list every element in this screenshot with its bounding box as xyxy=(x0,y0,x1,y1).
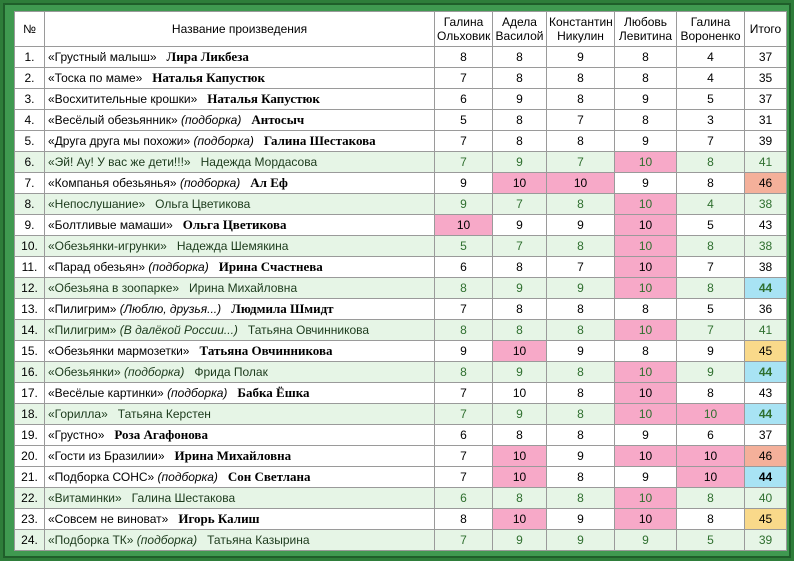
score-judge-4: 10 xyxy=(615,446,677,467)
row-number: 18. xyxy=(15,404,45,425)
score-judge-2: 8 xyxy=(493,257,547,278)
score-judge-2: 7 xyxy=(493,236,547,257)
score-judge-3: 9 xyxy=(547,509,615,530)
score-judge-2: 9 xyxy=(493,530,547,551)
score-judge-2: 10 xyxy=(493,173,547,194)
row-number: 14. xyxy=(15,320,45,341)
score-judge-3: 9 xyxy=(547,278,615,299)
total-score: 38 xyxy=(745,257,787,278)
results-table xyxy=(14,11,787,551)
work-title: «Пилигрим» xyxy=(48,302,117,316)
work-cell xyxy=(45,215,435,236)
total-score: 38 xyxy=(745,236,787,257)
author-name: Ольга Цветикова xyxy=(155,197,251,211)
score-judge-2: 7 xyxy=(493,194,547,215)
table-row xyxy=(15,215,787,236)
score-judge-5: 4 xyxy=(677,194,745,215)
work-cell xyxy=(45,488,435,509)
table-row xyxy=(15,425,787,446)
table-row xyxy=(15,446,787,467)
score-judge-2: 10 xyxy=(493,509,547,530)
row-number: 11. xyxy=(15,257,45,278)
score-judge-4: 8 xyxy=(615,68,677,89)
score-judge-4: 10 xyxy=(615,488,677,509)
work-note: (В далёкой России...) xyxy=(119,323,238,337)
author-name: Ольга Цветикова xyxy=(182,217,287,232)
work-title: «Весёлый обезьянник» xyxy=(48,113,178,127)
work-cell xyxy=(45,320,435,341)
row-number: 16. xyxy=(15,362,45,383)
row-number: 5. xyxy=(15,131,45,152)
score-judge-3: 9 xyxy=(547,47,615,68)
score-judge-4: 9 xyxy=(615,425,677,446)
row-number: 6. xyxy=(15,152,45,173)
score-judge-3: 8 xyxy=(547,362,615,383)
score-judge-3: 8 xyxy=(547,425,615,446)
score-judge-1: 8 xyxy=(435,509,493,530)
total-score: 44 xyxy=(745,404,787,425)
score-judge-1: 9 xyxy=(435,194,493,215)
score-judge-5: 8 xyxy=(677,152,745,173)
score-judge-2: 10 xyxy=(493,446,547,467)
work-title: «Пилигрим» xyxy=(48,323,117,337)
work-note: (подборка) xyxy=(193,134,254,148)
work-note: (подборка) xyxy=(179,176,241,190)
row-number: 22. xyxy=(15,488,45,509)
author-name: Антосыч xyxy=(251,112,305,127)
row-number: 12. xyxy=(15,278,45,299)
header-judge-2: Адела Василой xyxy=(493,12,547,47)
score-judge-5: 5 xyxy=(677,530,745,551)
score-judge-1: 7 xyxy=(435,383,493,404)
score-judge-1: 8 xyxy=(435,278,493,299)
score-judge-5: 6 xyxy=(677,425,745,446)
total-score: 39 xyxy=(745,530,787,551)
score-judge-5: 9 xyxy=(677,362,745,383)
table-row xyxy=(15,47,787,68)
score-judge-3: 8 xyxy=(547,68,615,89)
author-name: Татьяна Керстен xyxy=(117,407,211,421)
table-row xyxy=(15,194,787,215)
work-cell xyxy=(45,341,435,362)
work-title: «Витаминки» xyxy=(48,491,122,505)
total-score: 45 xyxy=(745,509,787,530)
score-judge-5: 4 xyxy=(677,68,745,89)
score-judge-5: 3 xyxy=(677,110,745,131)
work-note: (подборка) xyxy=(148,260,209,274)
score-judge-5: 8 xyxy=(677,236,745,257)
author-name: Татьяна Овчинникова xyxy=(247,323,370,337)
work-title: «Подборка СОНС» xyxy=(48,470,155,484)
row-number: 13. xyxy=(15,299,45,320)
work-cell xyxy=(45,404,435,425)
score-judge-4: 10 xyxy=(615,320,677,341)
work-cell xyxy=(45,68,435,89)
total-score: 36 xyxy=(745,299,787,320)
author-name: Ирина Счастнева xyxy=(218,259,323,274)
score-judge-3: 8 xyxy=(547,488,615,509)
score-judge-2: 9 xyxy=(493,404,547,425)
author-name: Наталья Капустюк xyxy=(152,70,265,85)
score-judge-2: 9 xyxy=(493,362,547,383)
row-number: 21. xyxy=(15,467,45,488)
score-judge-4: 10 xyxy=(615,215,677,236)
total-score: 37 xyxy=(745,425,787,446)
work-title: «Непослушание» xyxy=(48,197,146,211)
author-name: Роза Агафонова xyxy=(114,427,208,442)
work-title: «Парад обезьян» xyxy=(48,260,146,274)
score-judge-5: 8 xyxy=(677,488,745,509)
score-judge-2: 9 xyxy=(493,278,547,299)
score-judge-4: 8 xyxy=(615,299,677,320)
table-row xyxy=(15,530,787,551)
score-judge-4: 9 xyxy=(615,467,677,488)
row-number: 1. xyxy=(15,47,45,68)
score-judge-5: 7 xyxy=(677,131,745,152)
work-title: «Грустный малыш» xyxy=(48,50,157,64)
work-title: «Грустно» xyxy=(48,428,105,442)
score-judge-1: 7 xyxy=(435,446,493,467)
work-note: (подборка) xyxy=(124,365,185,379)
header-judge-5: Галина Вороненко xyxy=(677,12,745,47)
score-judge-4: 8 xyxy=(615,341,677,362)
table-row xyxy=(15,404,787,425)
score-judge-4: 10 xyxy=(615,257,677,278)
score-judge-3: 9 xyxy=(547,530,615,551)
row-number: 15. xyxy=(15,341,45,362)
table-row xyxy=(15,173,787,194)
table-row xyxy=(15,362,787,383)
total-score: 44 xyxy=(745,362,787,383)
row-number: 7. xyxy=(15,173,45,194)
row-number: 20. xyxy=(15,446,45,467)
work-cell xyxy=(45,530,435,551)
work-cell xyxy=(45,110,435,131)
header-judge-3: Константин Никулин xyxy=(547,12,615,47)
table-row xyxy=(15,341,787,362)
header-judge-1: Галина Ольховик xyxy=(435,12,493,47)
author-name: Наталья Капустюк xyxy=(207,91,320,106)
score-judge-1: 9 xyxy=(435,341,493,362)
score-judge-5: 5 xyxy=(677,215,745,236)
work-title: «Подборка ТК» xyxy=(48,533,134,547)
score-judge-2: 9 xyxy=(493,215,547,236)
table-row xyxy=(15,278,787,299)
score-judge-2: 8 xyxy=(493,131,547,152)
score-judge-2: 8 xyxy=(493,110,547,131)
score-judge-2: 10 xyxy=(493,341,547,362)
author-name: Ал Еф xyxy=(250,175,288,190)
table-body xyxy=(15,47,787,551)
table-row xyxy=(15,383,787,404)
total-score: 46 xyxy=(745,446,787,467)
work-note: (Люблю, друзья...) xyxy=(119,302,222,316)
score-judge-2: 8 xyxy=(493,488,547,509)
score-judge-2: 8 xyxy=(493,47,547,68)
author-name: Надежда Шемякина xyxy=(176,239,289,253)
work-cell xyxy=(45,467,435,488)
author-name: Бабка Ёшка xyxy=(237,385,310,400)
total-score: 43 xyxy=(745,383,787,404)
table-row xyxy=(15,236,787,257)
score-judge-3: 7 xyxy=(547,110,615,131)
row-number: 2. xyxy=(15,68,45,89)
score-judge-1: 7 xyxy=(435,131,493,152)
score-judge-3: 8 xyxy=(547,194,615,215)
score-judge-3: 8 xyxy=(547,131,615,152)
score-judge-4: 9 xyxy=(615,530,677,551)
score-judge-4: 10 xyxy=(615,278,677,299)
work-title: «Болтливые мамаши» xyxy=(48,218,173,232)
total-score: 35 xyxy=(745,68,787,89)
work-cell xyxy=(45,47,435,68)
work-cell xyxy=(45,257,435,278)
header-title: Название произведения xyxy=(45,12,435,47)
work-title: «Восхитительные крошки» xyxy=(48,92,198,106)
score-judge-3: 9 xyxy=(547,341,615,362)
row-number: 10. xyxy=(15,236,45,257)
table-row xyxy=(15,299,787,320)
score-judge-5: 5 xyxy=(677,299,745,320)
author-name: Ирина Михайловна xyxy=(174,448,292,463)
row-number: 19. xyxy=(15,425,45,446)
score-judge-1: 7 xyxy=(435,152,493,173)
score-judge-2: 8 xyxy=(493,299,547,320)
table-row xyxy=(15,488,787,509)
score-judge-3: 9 xyxy=(547,215,615,236)
score-judge-4: 8 xyxy=(615,110,677,131)
total-score: 46 xyxy=(745,173,787,194)
score-judge-5: 5 xyxy=(677,89,745,110)
row-number: 17. xyxy=(15,383,45,404)
score-judge-1: 8 xyxy=(435,362,493,383)
score-judge-1: 9 xyxy=(435,173,493,194)
work-note: (подборка) xyxy=(157,470,218,484)
score-judge-1: 6 xyxy=(435,425,493,446)
total-score: 43 xyxy=(745,215,787,236)
score-judge-5: 8 xyxy=(677,278,745,299)
work-title: «Компанья обезьянья» xyxy=(48,176,177,190)
work-cell xyxy=(45,362,435,383)
row-number: 9. xyxy=(15,215,45,236)
score-judge-4: 9 xyxy=(615,131,677,152)
score-judge-3: 9 xyxy=(547,446,615,467)
score-judge-3: 8 xyxy=(547,89,615,110)
score-judge-3: 8 xyxy=(547,404,615,425)
score-judge-2: 9 xyxy=(493,89,547,110)
author-name: Галина Шестакова xyxy=(131,491,236,505)
table-row xyxy=(15,320,787,341)
score-judge-4: 8 xyxy=(615,47,677,68)
score-judge-1: 5 xyxy=(435,110,493,131)
table-frame xyxy=(3,3,791,558)
total-score: 39 xyxy=(745,131,787,152)
score-judge-1: 8 xyxy=(435,320,493,341)
total-score: 41 xyxy=(745,320,787,341)
work-title: «Друга друга мы похожи» xyxy=(48,134,191,148)
score-judge-3: 8 xyxy=(547,383,615,404)
score-judge-2: 10 xyxy=(493,383,547,404)
author-name: Галина Шестакова xyxy=(263,133,376,148)
work-cell xyxy=(45,152,435,173)
work-title: «Гости из Бразилии» xyxy=(48,449,165,463)
work-title: «Обезьянки-игрунки» xyxy=(48,239,167,253)
table-row xyxy=(15,257,787,278)
author-name: Лира Ликбеза xyxy=(166,49,249,64)
score-judge-4: 10 xyxy=(615,194,677,215)
score-judge-1: 6 xyxy=(435,89,493,110)
score-judge-4: 10 xyxy=(615,236,677,257)
score-judge-3: 8 xyxy=(547,299,615,320)
table-row xyxy=(15,89,787,110)
work-cell xyxy=(45,89,435,110)
header-row xyxy=(15,12,787,47)
table-row xyxy=(15,68,787,89)
row-number: 23. xyxy=(15,509,45,530)
author-name: Фрида Полак xyxy=(194,365,268,379)
score-judge-4: 10 xyxy=(615,509,677,530)
score-judge-1: 10 xyxy=(435,215,493,236)
table-row xyxy=(15,467,787,488)
header-judge-4: Любовь Левитина xyxy=(615,12,677,47)
score-judge-1: 7 xyxy=(435,530,493,551)
work-cell xyxy=(45,194,435,215)
work-note: (подборка) xyxy=(136,533,198,547)
score-judge-5: 4 xyxy=(677,47,745,68)
author-name: Татьяна Казырина xyxy=(207,533,310,547)
total-score: 45 xyxy=(745,341,787,362)
score-judge-4: 10 xyxy=(615,362,677,383)
work-title: «Обезьянки мармозетки» xyxy=(48,344,190,358)
work-cell xyxy=(45,383,435,404)
score-judge-3: 8 xyxy=(547,236,615,257)
table-row xyxy=(15,110,787,131)
total-score: 31 xyxy=(745,110,787,131)
score-judge-3: 7 xyxy=(547,257,615,278)
header-no: № xyxy=(15,12,45,47)
score-judge-4: 10 xyxy=(615,383,677,404)
work-cell xyxy=(45,236,435,257)
score-judge-4: 10 xyxy=(615,404,677,425)
score-judge-1: 7 xyxy=(435,467,493,488)
work-title: «Обезьяна в зоопарке» xyxy=(48,281,180,295)
row-number: 3. xyxy=(15,89,45,110)
author-name: Ирина Михайловна xyxy=(189,281,298,295)
work-cell xyxy=(45,509,435,530)
work-cell xyxy=(45,173,435,194)
total-score: 37 xyxy=(745,47,787,68)
author-name: Татьяна Овчинникова xyxy=(199,343,333,358)
score-judge-1: 7 xyxy=(435,299,493,320)
score-judge-1: 6 xyxy=(435,257,493,278)
table-row xyxy=(15,509,787,530)
total-score: 38 xyxy=(745,194,787,215)
row-number: 4. xyxy=(15,110,45,131)
score-judge-5: 8 xyxy=(677,383,745,404)
row-number: 24. xyxy=(15,530,45,551)
work-cell xyxy=(45,299,435,320)
total-score: 41 xyxy=(745,152,787,173)
score-judge-5: 10 xyxy=(677,467,745,488)
score-judge-2: 9 xyxy=(493,152,547,173)
table-row xyxy=(15,131,787,152)
work-title: «Обезьянки» xyxy=(48,365,121,379)
table-row xyxy=(15,152,787,173)
author-name: Игорь Калиш xyxy=(178,511,260,526)
total-score: 37 xyxy=(745,89,787,110)
score-judge-5: 8 xyxy=(677,173,745,194)
score-judge-2: 8 xyxy=(493,425,547,446)
score-judge-5: 10 xyxy=(677,404,745,425)
score-judge-5: 7 xyxy=(677,257,745,278)
total-score: 44 xyxy=(745,467,787,488)
score-judge-5: 8 xyxy=(677,509,745,530)
score-judge-1: 7 xyxy=(435,404,493,425)
score-judge-4: 9 xyxy=(615,89,677,110)
score-judge-1: 8 xyxy=(435,47,493,68)
work-note: (подборка) xyxy=(167,386,228,400)
work-title: «Горилла» xyxy=(48,407,108,421)
work-note: (подборка) xyxy=(181,113,242,127)
author-name: Сон Светлана xyxy=(227,469,311,484)
work-title: «Весёлые картинки» xyxy=(48,386,164,400)
total-score: 44 xyxy=(745,278,787,299)
row-number: 8. xyxy=(15,194,45,215)
score-judge-4: 10 xyxy=(615,152,677,173)
score-judge-1: 5 xyxy=(435,236,493,257)
score-judge-2: 10 xyxy=(493,467,547,488)
work-title: «Эй! Ау! У вас же дети!!!» xyxy=(48,155,191,169)
author-name: Людмила Шмидт xyxy=(231,301,334,316)
score-judge-5: 10 xyxy=(677,446,745,467)
score-judge-3: 8 xyxy=(547,467,615,488)
score-judge-3: 8 xyxy=(547,320,615,341)
header-total: Итого xyxy=(745,12,787,47)
work-cell xyxy=(45,446,435,467)
score-judge-2: 8 xyxy=(493,320,547,341)
work-title: «Совсем не виноват» xyxy=(48,512,169,526)
score-judge-3: 10 xyxy=(547,173,615,194)
score-judge-5: 9 xyxy=(677,341,745,362)
score-judge-1: 6 xyxy=(435,488,493,509)
work-cell xyxy=(45,425,435,446)
score-judge-4: 9 xyxy=(615,173,677,194)
score-judge-2: 8 xyxy=(493,68,547,89)
work-cell xyxy=(45,278,435,299)
score-judge-3: 7 xyxy=(547,152,615,173)
score-judge-5: 7 xyxy=(677,320,745,341)
work-title: «Тоска по маме» xyxy=(48,71,143,85)
work-cell xyxy=(45,131,435,152)
total-score: 40 xyxy=(745,488,787,509)
author-name: Надежда Мордасова xyxy=(200,155,318,169)
score-judge-1: 7 xyxy=(435,68,493,89)
